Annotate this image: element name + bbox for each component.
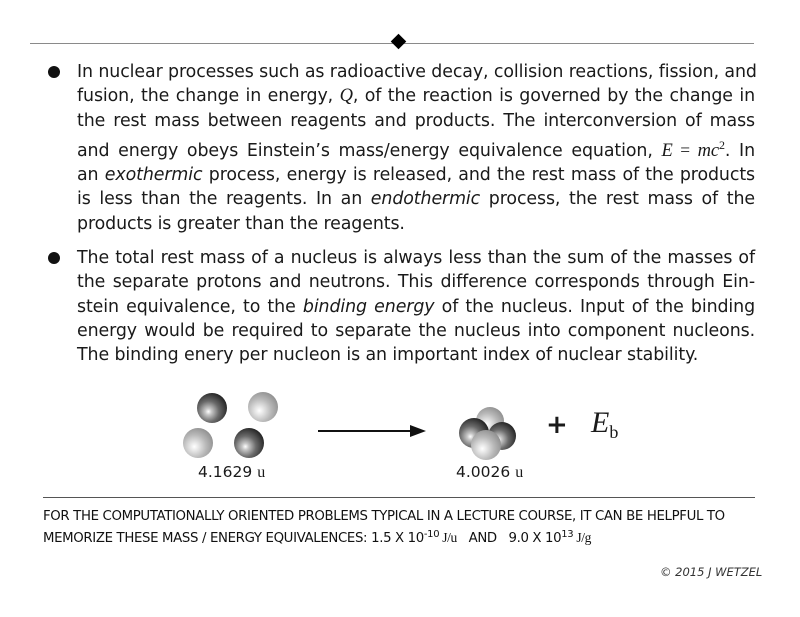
text-segment: an bbox=[77, 164, 105, 185]
proton-sphere-icon bbox=[183, 428, 213, 458]
equation-exponent: 2 bbox=[718, 137, 725, 152]
eq-1-unit: J/u bbox=[439, 530, 457, 545]
text-segment: the separate protons and neutrons. This difference corresponds through Ein- bbox=[77, 272, 755, 293]
product-mass-label bbox=[456, 463, 523, 482]
proton-sphere-icon bbox=[471, 430, 501, 460]
text-segment: process, energy is released, and the rest mass of the products bbox=[202, 164, 755, 185]
text-segment: energy would be required to separate the nucleus into component nucleons. bbox=[77, 320, 755, 341]
reaction-arrow-icon bbox=[318, 430, 418, 432]
equation-mc: mc bbox=[697, 140, 719, 161]
equation-equals: = bbox=[672, 139, 698, 160]
paragraph-binding-energy bbox=[77, 246, 755, 367]
text-segment: The binding enery per nucleon is an important index of nuclear stability. bbox=[77, 345, 699, 366]
binding-energy-symbol bbox=[591, 406, 618, 443]
text-segment: process, the rest mass of the bbox=[480, 189, 755, 210]
text-line bbox=[77, 133, 755, 163]
text-segment: fusion, the change in energy, bbox=[77, 86, 340, 107]
text-segment: of the nucleus. Input of the binding bbox=[434, 296, 756, 317]
endothermic-term: endothermic bbox=[370, 189, 481, 210]
mass-energy-eq-1: 1.5 X 10 bbox=[371, 531, 424, 546]
binding-energy-term: binding energy bbox=[302, 296, 435, 317]
memorize-note bbox=[43, 506, 763, 549]
bottom-divider bbox=[43, 497, 755, 498]
text-segment: In nuclear processes such as radioactive decay, collision reactions, fission, and bbox=[77, 62, 757, 82]
text-segment: the rest mass between reagents and products. The interconversion of mass bbox=[77, 110, 755, 131]
exothermic-term: exothermic bbox=[104, 164, 203, 185]
neutron-sphere-icon bbox=[234, 428, 264, 458]
mass-unit: u bbox=[257, 464, 266, 481]
text-segment: The total rest mass of a nucleus is always less than the sum of the masses of bbox=[77, 248, 755, 268]
mass-value: 4.0026 bbox=[456, 463, 511, 481]
eq-1-exponent: -10 bbox=[423, 529, 440, 540]
note-and: AND bbox=[456, 531, 509, 546]
mass-energy-eq-2: 9.0 X 10 bbox=[508, 531, 562, 546]
eq-2-exponent: 13 bbox=[561, 529, 574, 540]
reactant-mass-label bbox=[198, 463, 265, 482]
eq-2-unit: J/g bbox=[573, 530, 592, 545]
text-segment: products is greater than the reagents. bbox=[77, 213, 405, 234]
neutron-sphere-icon bbox=[197, 393, 227, 423]
diamond-ornament-icon bbox=[391, 34, 407, 50]
text-line bbox=[77, 343, 755, 367]
bullet-icon bbox=[48, 66, 60, 78]
text-line bbox=[77, 163, 755, 187]
text-segment: stein equivalence, to the bbox=[77, 296, 303, 317]
text-segment: is less than the reagents. In an bbox=[77, 189, 371, 210]
text-line bbox=[77, 246, 755, 270]
paragraph-mass-energy bbox=[77, 60, 755, 236]
energy-subscript: b bbox=[609, 422, 619, 442]
text-line bbox=[77, 84, 755, 108]
energy-symbol: E bbox=[591, 406, 610, 439]
note-prefix: MEMORIZE THESE MASS / ENERGY EQUIVALENCES: bbox=[43, 531, 372, 546]
arrow-head-icon bbox=[410, 425, 426, 437]
text-line bbox=[77, 212, 755, 236]
note-line-2 bbox=[43, 527, 763, 549]
plus-sign: + bbox=[546, 410, 568, 440]
text-line bbox=[77, 295, 755, 319]
text-segment: , of the reaction is governed by the change in bbox=[352, 86, 756, 107]
mass-unit: u bbox=[515, 464, 524, 481]
binding-energy-diagram bbox=[0, 380, 800, 490]
proton-sphere-icon bbox=[248, 392, 278, 422]
copyright-notice: © 2015 J WETZEL bbox=[660, 565, 763, 579]
text-line bbox=[77, 270, 755, 294]
text-segment: and energy obeys Einstein’s mass/energy equivalence equation, bbox=[77, 140, 662, 161]
text-segment: . In bbox=[724, 140, 756, 161]
text-line bbox=[77, 60, 755, 84]
text-line bbox=[77, 109, 755, 133]
q-symbol: Q bbox=[339, 86, 353, 107]
text-line bbox=[77, 319, 755, 343]
text-line bbox=[77, 187, 755, 211]
equation-e: E bbox=[661, 140, 673, 161]
bullet-icon bbox=[48, 252, 60, 264]
mass-value: 4.1629 bbox=[198, 463, 253, 481]
note-line-1: FOR THE COMPUTATIONALLY ORIENTED PROBLEMS TYPICAL IN A LECTURE COURSE, IT CAN BE HELPFUL TO bbox=[43, 509, 725, 524]
